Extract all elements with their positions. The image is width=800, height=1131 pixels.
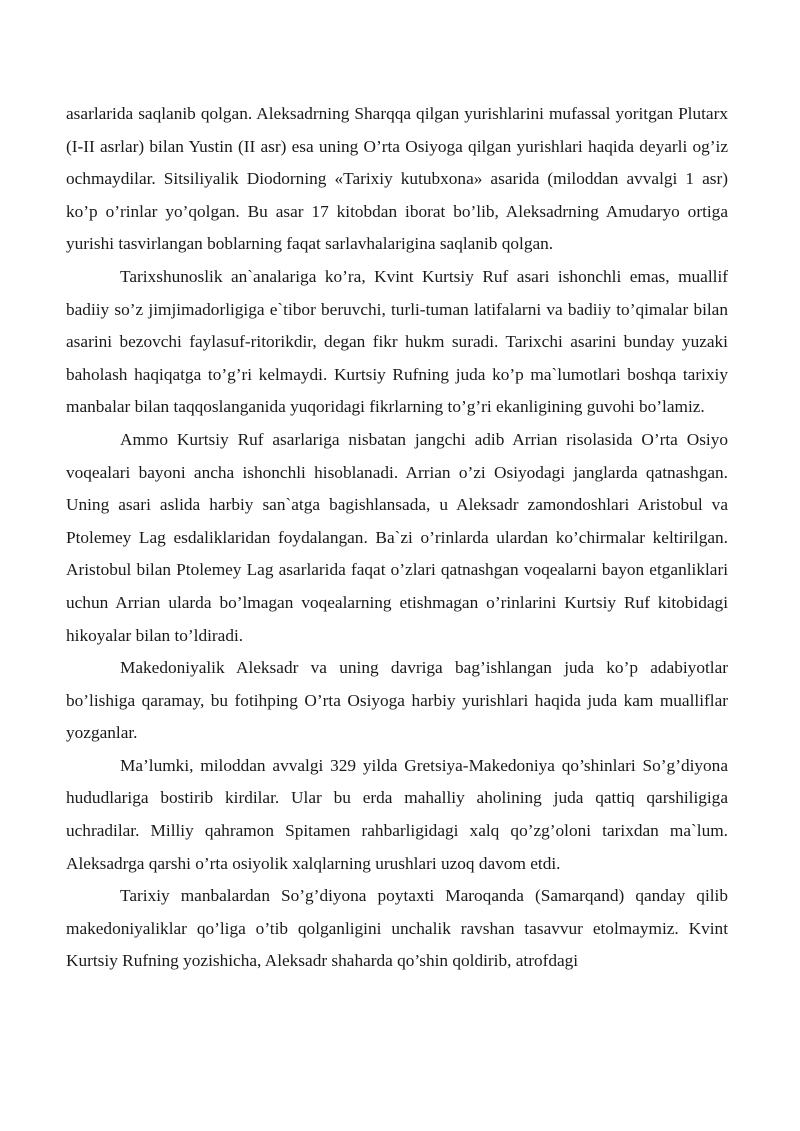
paragraph-1: asarlarida saqlanib qolgan. Aleksadrning Sharqqa qilgan yurishlarini mufassal yoritgan Plutarx (I-II asrlar) bilan Yustin (II asr) esa uning O’rta Osiyoga qilgan yurishlari haqida deyarli og’iz ochmaydilar. Sitsiliyalik Diodorning «Tarixiy kutubxona» asarida (miloddan avvalgi 1 asr) ko’p o’rinlar yo’qolgan. Bu asar 17 kitobdan iborat bo’lib, Aleksadrning Amudaryo ortiga yurishi tasvirlangan boblarning faqat sarlavhalarigina saqlanib qolgan. bbox=[66, 104, 728, 254]
paragraph-3: Ammo Kurtsiy Ruf asarlariga nisbatan jangchi adib Arrian risolasida O’rta Osiyo voqealari bayoni ancha ishonchli hisoblanadi. Arrian o’zi Osiyodagi janglarda qatnashgan. Uning asari aslida harbiy san`atga bagishlansada, u Aleksadr zamondoshlari Aristobul va Ptolemey Lag esdaliklaridan foydalangan. Ba`zi o’rinlarda ulardan ko’chirmalar keltirilgan. Aristobul bilan Ptolemey Lag asarlarida faqat o’zlari qatnashgan voqealarni bayon etganliklari uchun Arrian ularda bo’lmagan voqealarning etishmagan o’rinlarini Kurtsiy Ruf kitobidagi hikoyalar bilan to’ldiradi. bbox=[66, 429, 728, 645]
paragraph-5: Ma’lumki, miloddan avvalgi 329 yilda Gretsiya-Makedoniya qo’shinlari So’g’diyona hududlariga bostirib kirdilar. Ular bu erda mahalliy aholining juda qattiq qarshiligiga uchradilar. Milliy qahramon Spitamen rahbarligidagi xalq qo’zg’oloni tarixdan ma`lum. Aleksadrga qarshi o’rta osiyolik xalqlarning urushlari uzoq davom etdi. bbox=[66, 755, 728, 873]
document-page bbox=[66, 98, 728, 978]
paragraph-4: Makedoniyalik Aleksadr va uning davriga bag’ishlangan juda ko’p adabiyotlar bo’lishiga qaramay, bu fotihping O’rta Osiyoga harbiy yurishlari haqida juda kam mualliflar yozganlar. bbox=[66, 658, 728, 743]
paragraph-2: Tarixshunoslik an`analariga ko’ra, Kvint Kurtsiy Ruf asari ishonchli emas, muallif badiiy so’z jimjimadorligiga e`tibor beruvchi, turli-tuman latifalarni va badiiy to’qimalar bilan asarini bezovchi faylasuf-ritorikdir, degan fikr hukm suradi. Tarixchi asarini bunday yuzaki baholash haqiqatga to’g’ri kelmaydi. Kurtsiy Rufning juda ko’p ma`lumotlari boshqa tarixiy manbalar bilan taqqoslanganida yuqoridagi fikrlarning to’g’ri ekanligining guvohi bo’lamiz. bbox=[66, 266, 728, 417]
paragraph-6: Tarixiy manbalardan So’g’diyona poytaxti Maroqanda (Samarqand) qanday qilib makedoniyaliklar qo’liga o’tib qolganligini unchalik ravshan tasavvur etolmaymiz. Kvint Kurtsiy Rufning yozishicha, Aleksadr shaharda qo’shin qoldirib, atrofdagi bbox=[66, 886, 728, 971]
